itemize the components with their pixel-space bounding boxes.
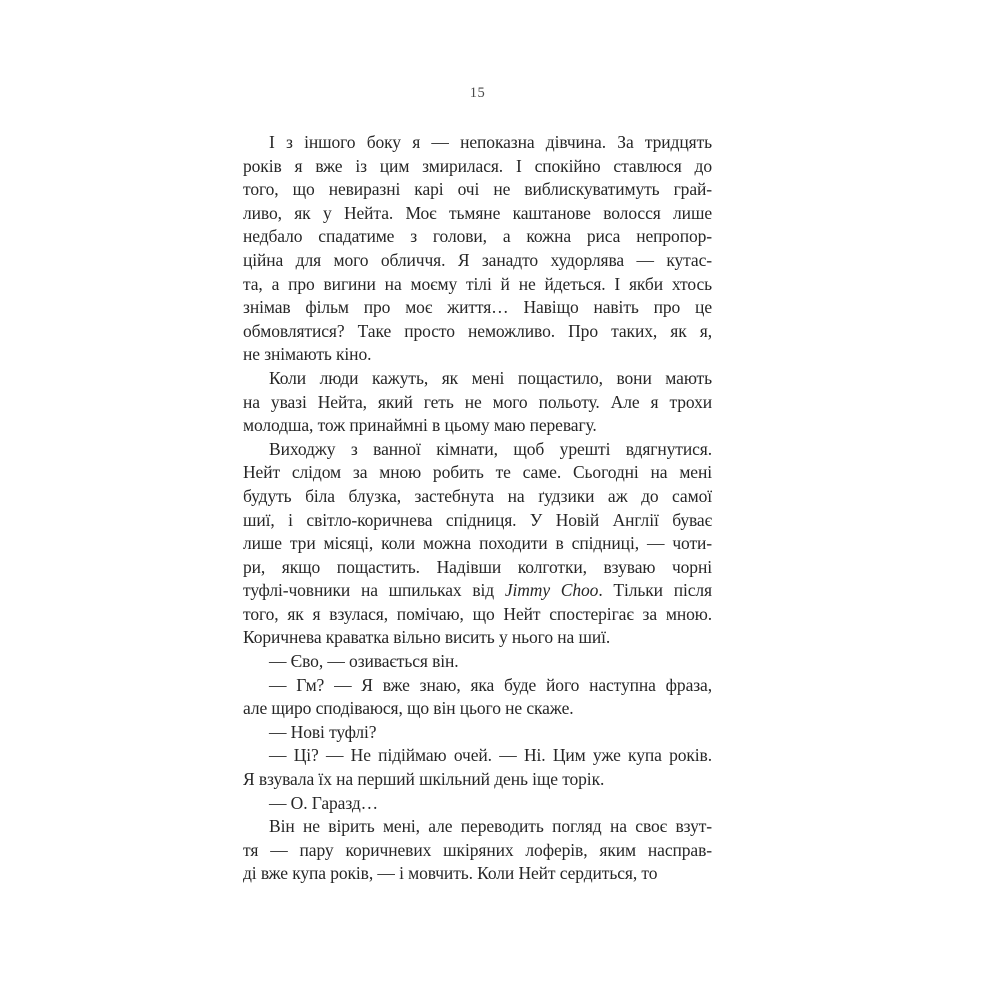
paragraph [243,650,712,674]
text-line: ри, якщо пощастить. Надівши колготки, взуваю чорні [243,556,712,577]
text-line: знімав фільм про моє життя… Навіщо навіть про це [243,297,712,318]
text-line: Нейт слідом за мною робить те саме. Сьогодні на мені [243,462,712,483]
text-line: на увазі Нейта, який геть не мого польоту. Але я трохи [243,391,712,412]
text-line: недбало спадатиме з голови, а кожна риса непропор- [243,226,712,247]
paragraph [243,438,712,650]
paragraph [243,367,712,438]
text-line: тя — пару коричневих шкіряних лоферів, яким насправ- [243,839,712,860]
paragraph [243,815,712,886]
text-line: не знімають кіно. [243,344,372,365]
text-line: того, як я взулася, помічаю, що Нейт спостерігає за мною. [243,603,712,624]
text-line: — Гм? — Я вже знаю, яка буде його наступна фраза, [269,674,712,695]
text-line: туфлі-човники на шпильках від Jimmy Choo. Тільки після [243,580,712,601]
text-line: Я взувала їх на перший шкільний день іще торік. [243,769,605,790]
paragraph [243,792,712,816]
text-line: І з іншого боку я — непоказна дівчина. За тридцять [269,132,712,152]
text-line: ливо, як у Нейта. Моє тьмяне каштанове волосся лише [243,202,712,223]
paragraph [243,131,712,367]
text-line: Він не вірить мені, але переводить погляд на своє взут- [269,816,712,837]
paragraph [243,721,712,745]
text-line: але щиро сподіваюся, що він цього не скаже. [243,698,574,719]
text-line: лише три місяці, коли можна походити в спідниці, — чоти- [243,533,712,554]
text-line: будуть біла блузка, застебнута на ґудзики аж до самої [243,485,712,506]
text-line: та, а про вигини на моєму тілі й не йдеться. І якби хтось [243,273,712,294]
text-line: того, що невиразні карі очі не виблискуватимуть грай- [243,179,712,200]
text-line: шиї, і світло-коричнева спідниця. У Новій Англії буває [243,509,712,530]
text-line: — Ці? — Не підіймаю очей. — Ні. Цим уже купа років. [269,745,712,766]
paragraph [243,744,712,791]
text-line: — Нові туфлі? [269,721,377,742]
text-line: ді вже купа років, — і мовчить. Коли Нейт сердиться, то [243,863,658,884]
text-line: ційна для мого обличчя. Я занадто худорлява — кутас- [243,249,712,270]
paragraph [243,674,712,721]
text-line: обмовлятися? Таке просто неможливо. Про таких, як я, [243,320,712,341]
text-line: Виходжу з ванної кімнати, щоб урешті вдягнутися. [269,438,712,459]
text-block [243,131,712,886]
text-line: молодша, тож принаймні в цьому маю перевагу. [243,415,597,436]
text-line: років я вже із цим змирилася. І спокійно ставлюся до [243,155,712,176]
page-number: 15 [469,85,486,101]
text-line: — О. Гаразд… [269,792,379,813]
text-line: Коли люди кажуть, як мені пощастило, вони мають [269,367,712,388]
text-line: — Єво, — озивається він. [269,651,459,672]
text-line: Коричнева краватка вільно висить у нього на шиї. [243,627,611,648]
